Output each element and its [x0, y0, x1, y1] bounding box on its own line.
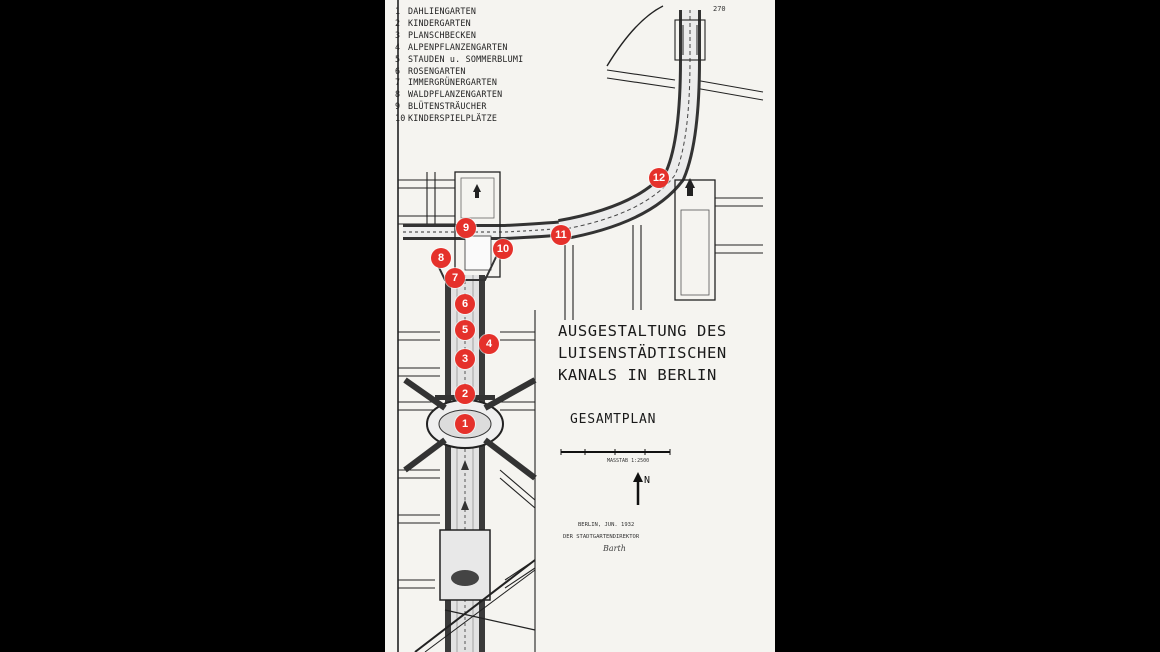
marker-2[interactable]: 2 — [455, 384, 475, 404]
legend-item-number: 5 — [395, 53, 401, 64]
legend-item — [395, 42, 523, 54]
signature-city-date: BERLIN, JUN. 1932 — [578, 522, 635, 528]
north-arrow-icon — [633, 472, 643, 505]
legend-item-number: 7 — [395, 77, 401, 88]
lower-basin — [440, 530, 490, 600]
scale-label: MASSTAB 1:2500 — [607, 458, 650, 464]
legend-item-number: 1 — [395, 6, 401, 16]
legend-item-number: 10 — [395, 113, 406, 124]
legend-item-number: 4 — [395, 41, 401, 52]
legend-item — [395, 30, 523, 42]
legend-item-label: ROSENGARTEN — [408, 65, 466, 76]
legend-item-label: BLÜTENSTRÄUCHER — [408, 101, 487, 112]
legend-item-label: PLANSCHBECKEN — [408, 29, 477, 40]
marker-5[interactable]: 5 — [455, 320, 475, 340]
legend-item-label: KINDERSPIELPLÄTZE — [408, 113, 498, 124]
legend-list — [395, 6, 523, 125]
plan-subtitle: GESAMTPLAN — [570, 412, 657, 427]
north-label: N — [644, 475, 651, 486]
marker-4[interactable]: 4 — [479, 334, 499, 354]
plan-title-line2: LUISENSTÄDTISCHEN — [558, 344, 727, 362]
marker-1[interactable]: 1 — [455, 414, 475, 434]
marker-8[interactable]: 8 — [431, 248, 451, 268]
legend-item — [395, 77, 523, 89]
legend-item-label: WALDPFLANZENGARTEN — [408, 89, 503, 100]
scale-bar — [561, 449, 670, 455]
legend-item — [395, 54, 523, 66]
plan-title — [558, 320, 727, 386]
legend-item-label: STAUDEN u. SOMMERBLUMI — [408, 53, 524, 64]
signature-handwriting: Barth — [603, 544, 626, 553]
marker-10[interactable]: 10 — [493, 239, 513, 259]
legend-item — [395, 101, 523, 113]
legend-item-label: KINDERGARTEN — [408, 17, 471, 28]
legend-item-number: 9 — [395, 101, 401, 112]
legend-item-number: 3 — [395, 29, 401, 40]
legend-item — [395, 6, 523, 18]
marker-11[interactable]: 11 — [551, 225, 571, 245]
marker-7[interactable]: 7 — [445, 268, 465, 288]
legend-item-number: 8 — [395, 89, 401, 100]
signature-role: DER STADTGARTENDIREKTOR — [563, 534, 640, 540]
marker-6[interactable]: 6 — [455, 294, 475, 314]
marker-9[interactable]: 9 — [456, 218, 476, 238]
plan-sheet — [385, 0, 775, 652]
legend-item-number: 6 — [395, 65, 401, 76]
sheet-number: 270 — [713, 5, 726, 13]
legend-item — [395, 66, 523, 78]
canal-curve — [560, 10, 690, 230]
legend-item-number: 2 — [395, 17, 401, 28]
marker-3[interactable]: 3 — [455, 349, 475, 369]
legend-item — [395, 18, 523, 30]
legend-item-label: ALPENPFLANZENGARTEN — [408, 41, 508, 52]
marker-12[interactable]: 12 — [649, 168, 669, 188]
legend-item-label: IMMERGRÜNERGARTEN — [408, 77, 498, 88]
top-corner-curve — [607, 6, 663, 66]
legend-item — [395, 113, 523, 125]
plan-title-line3: KANALS IN BERLIN — [558, 366, 717, 384]
legend-item-label: DAHLIENGARTEN — [408, 6, 477, 16]
plan-title-line1: AUSGESTALTUNG DES — [558, 322, 727, 340]
legend-item — [395, 89, 523, 101]
